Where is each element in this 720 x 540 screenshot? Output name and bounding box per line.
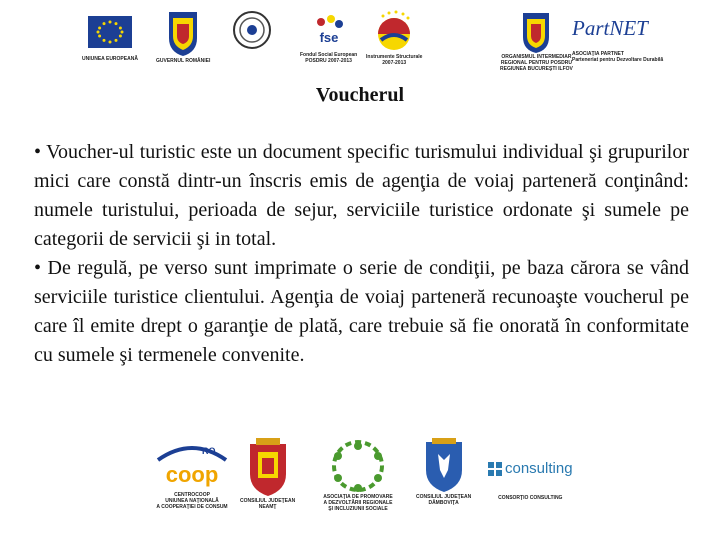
fse-caption-line-1: Fondul Social European xyxy=(300,52,358,58)
neamt-council-logo xyxy=(240,438,295,510)
oi-caption-line-1: ORGANISMUL INTERMEDIAR xyxy=(501,54,572,60)
coop-icon xyxy=(150,440,234,492)
eu-flag-icon xyxy=(88,12,132,56)
coop-caption-line-1: CENTROCOOP xyxy=(174,492,210,498)
partnet-name: PartNET xyxy=(572,16,648,40)
coop-wordmark: coop xyxy=(165,462,219,487)
oi-logo xyxy=(500,10,573,72)
asoc-caption-line-3: ŞI INCLUZIUNII SOCIALE xyxy=(328,506,388,512)
fse-logo xyxy=(300,12,357,64)
oi-caption-line-2: REGIONAL PENTRU POSDRU xyxy=(500,60,572,66)
people-circle-icon xyxy=(318,438,398,494)
neamt-caption-line-2: NEAMŢ xyxy=(258,504,277,510)
dambovita-council-logo xyxy=(416,438,471,506)
neamt-caption-line-1: CONSILIUL JUDEŢEAN xyxy=(240,498,296,504)
coop-ro-label: RO xyxy=(202,446,216,456)
fse-icon xyxy=(307,12,351,52)
dambovita-caption-line-1: CONSILIUL JUDEŢEAN xyxy=(416,494,472,500)
is-caption-line-2: 2007-2013 xyxy=(382,60,407,66)
partnet-logo xyxy=(572,16,663,63)
asoc-caption-line-2: A DEZVOLTĂRII REGIONALE xyxy=(323,500,393,506)
is-caption-line-1: Instrumente Structurale xyxy=(366,54,423,60)
svg-text:fse: fse xyxy=(319,30,339,45)
paragraph-2: • De regulă, pe verso sunt imprimate o serie de condiţii, pe baza cărora se vând serviciile turistice clientului. Agenţia de voiaj parteneră recunoaşte voucherul pe care îl emite drept o garanţie de plată, care trebuie să fie onorată în conformitate cu sumele şi termenele convenite. xyxy=(34,257,689,366)
consulting-wordmark: consulting xyxy=(505,460,573,477)
eu-logo xyxy=(82,12,138,62)
neamt-coat-of-arms-icon xyxy=(246,438,290,498)
asoc-caption-line-1: ASOCIAŢIA DE PROMOVARE xyxy=(323,494,393,500)
structural-instruments-icon xyxy=(371,10,417,54)
ministry-seal-logo xyxy=(232,10,272,50)
fse-caption-line-2: POSDRU 2007-2013 xyxy=(305,58,352,64)
dambovita-caption-line-2: DÂMBOVIŢA xyxy=(428,500,459,506)
partnet-caption-line-2: Parteneriat pentru Dezvoltare Durabilă xyxy=(572,57,664,63)
structural-instruments-logo xyxy=(366,10,422,66)
consulting-caption: CONSORŢIO CONSULTING xyxy=(498,495,563,501)
romania-coat-of-arms-icon xyxy=(520,10,552,54)
dambovita-coat-of-arms-icon xyxy=(422,438,466,494)
paragraph-1: • Voucher-ul turistic este un document specific turismului individual şi grupurilor mici care constă dintr-un înscris emis de agenţia de voiaj parteneră conţinând: numele turistului, perioada de sejur, serviciile turistice ordonate şi sumele pe categorii de servicii şi in total. xyxy=(34,141,689,250)
coop-caption-line-3: A COOPERAŢIEI DE CONSUM xyxy=(156,504,228,510)
partnet-caption-line-1: ASOCIAŢIA PARTNET xyxy=(572,51,624,57)
seal-icon xyxy=(232,10,272,50)
eu-caption: UNIUNEA EUROPEANĂ xyxy=(82,56,138,62)
consulting-logo xyxy=(488,460,573,501)
coop-caption-line-2: UNIUNEA NAŢIONALĂ xyxy=(165,498,219,504)
oi-caption-line-3: REGIUNEA BUCUREŞTI ILFOV xyxy=(500,66,573,72)
page-title: Voucherul xyxy=(315,84,405,106)
association-logo xyxy=(318,438,398,512)
consulting-mark-icon xyxy=(488,462,502,476)
centrocoop-logo xyxy=(150,440,234,510)
gov-caption: GUVERNUL ROMÂNIEI xyxy=(156,58,211,64)
body-text xyxy=(34,138,689,370)
romania-coat-of-arms-icon xyxy=(165,8,201,58)
gov-logo xyxy=(156,8,210,64)
